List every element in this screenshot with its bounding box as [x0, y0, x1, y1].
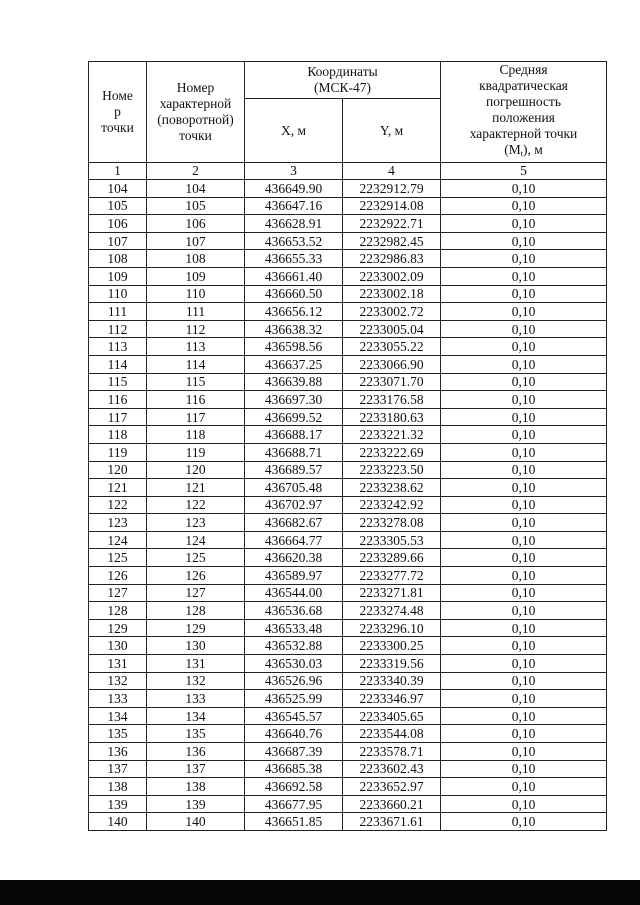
table-row — [89, 602, 607, 620]
error-cell: 0,10 — [441, 443, 607, 461]
table-row — [89, 197, 607, 215]
point-number-cell: 111 — [89, 303, 147, 321]
point-number-cell: 136 — [89, 743, 147, 761]
char-point-number-cell: 111 — [147, 303, 245, 321]
x-coordinate-cell: 436533.48 — [245, 619, 343, 637]
x-coordinate-cell: 436682.67 — [245, 514, 343, 532]
y-coordinate-cell: 2233274.48 — [343, 602, 441, 620]
table-row — [89, 215, 607, 233]
table-row — [89, 180, 607, 198]
y-coordinate-cell: 2233296.10 — [343, 619, 441, 637]
point-number-cell: 137 — [89, 760, 147, 778]
y-coordinate-cell: 2233002.72 — [343, 303, 441, 321]
char-point-number-cell: 112 — [147, 320, 245, 338]
x-coordinate-cell: 436656.12 — [245, 303, 343, 321]
char-point-number-cell: 131 — [147, 655, 245, 673]
x-coordinate-cell: 436687.39 — [245, 743, 343, 761]
char-point-number-cell: 127 — [147, 584, 245, 602]
table-row — [89, 443, 607, 461]
error-cell: 0,10 — [441, 655, 607, 673]
error-cell: 0,10 — [441, 725, 607, 743]
x-coordinate-cell: 436664.77 — [245, 531, 343, 549]
table-row — [89, 250, 607, 268]
x-coordinate-cell: 436620.38 — [245, 549, 343, 567]
table-row — [89, 479, 607, 497]
error-cell: 0,10 — [441, 813, 607, 831]
table-row — [89, 760, 607, 778]
error-cell: 0,10 — [441, 760, 607, 778]
char-point-number-cell: 135 — [147, 725, 245, 743]
error-cell: 0,10 — [441, 690, 607, 708]
column-number: 3 — [245, 163, 343, 180]
table-row — [89, 355, 607, 373]
point-number-cell: 109 — [89, 267, 147, 285]
char-point-number-cell: 117 — [147, 408, 245, 426]
point-number-cell: 123 — [89, 514, 147, 532]
column-numbers-row — [89, 163, 607, 180]
error-cell: 0,10 — [441, 197, 607, 215]
error-cell: 0,10 — [441, 355, 607, 373]
point-number-cell: 128 — [89, 602, 147, 620]
table-row — [89, 531, 607, 549]
point-number-cell: 120 — [89, 461, 147, 479]
point-number-cell: 130 — [89, 637, 147, 655]
x-coordinate-cell: 436689.57 — [245, 461, 343, 479]
error-cell: 0,10 — [441, 461, 607, 479]
error-cell: 0,10 — [441, 373, 607, 391]
table-row — [89, 461, 607, 479]
point-number-cell: 131 — [89, 655, 147, 673]
char-point-number-cell: 126 — [147, 567, 245, 585]
char-point-number-cell: 132 — [147, 672, 245, 690]
char-point-number-cell: 130 — [147, 637, 245, 655]
char-point-number-cell: 108 — [147, 250, 245, 268]
x-coordinate-cell: 436525.99 — [245, 690, 343, 708]
char-point-number-cell: 125 — [147, 549, 245, 567]
x-coordinate-cell: 436692.58 — [245, 778, 343, 796]
char-point-number-cell: 138 — [147, 778, 245, 796]
point-number-cell: 108 — [89, 250, 147, 268]
char-point-number-cell: 106 — [147, 215, 245, 233]
y-coordinate-cell: 2233340.39 — [343, 672, 441, 690]
header-characteristic-point: Номер характерной (поворотной) точки — [147, 62, 245, 163]
error-cell: 0,10 — [441, 391, 607, 409]
error-cell: 0,10 — [441, 549, 607, 567]
coordinates-table — [88, 61, 607, 831]
y-coordinate-cell: 2233002.18 — [343, 285, 441, 303]
point-number-cell: 105 — [89, 197, 147, 215]
error-cell: 0,10 — [441, 743, 607, 761]
y-coordinate-cell: 2232986.83 — [343, 250, 441, 268]
y-coordinate-cell: 2233346.97 — [343, 690, 441, 708]
table-row — [89, 813, 607, 831]
table-row — [89, 690, 607, 708]
error-cell: 0,10 — [441, 232, 607, 250]
x-coordinate-cell: 436653.52 — [245, 232, 343, 250]
table-row — [89, 285, 607, 303]
table-row — [89, 778, 607, 796]
point-number-cell: 127 — [89, 584, 147, 602]
char-point-number-cell: 136 — [147, 743, 245, 761]
char-point-number-cell: 123 — [147, 514, 245, 532]
table-row — [89, 496, 607, 514]
char-point-number-cell: 140 — [147, 813, 245, 831]
char-point-number-cell: 109 — [147, 267, 245, 285]
point-number-cell: 133 — [89, 690, 147, 708]
error-cell: 0,10 — [441, 320, 607, 338]
char-point-number-cell: 116 — [147, 391, 245, 409]
error-cell: 0,10 — [441, 267, 607, 285]
char-point-number-cell: 128 — [147, 602, 245, 620]
error-cell: 0,10 — [441, 707, 607, 725]
x-coordinate-cell: 436685.38 — [245, 760, 343, 778]
table-row — [89, 373, 607, 391]
error-cell: 0,10 — [441, 637, 607, 655]
table-row — [89, 584, 607, 602]
y-coordinate-cell: 2233242.92 — [343, 496, 441, 514]
x-coordinate-cell: 436638.32 — [245, 320, 343, 338]
table-row — [89, 514, 607, 532]
column-number: 2 — [147, 163, 245, 180]
error-cell: 0,10 — [441, 778, 607, 796]
char-point-number-cell: 121 — [147, 479, 245, 497]
column-number: 1 — [89, 163, 147, 180]
x-coordinate-cell: 436639.88 — [245, 373, 343, 391]
y-coordinate-cell: 2233300.25 — [343, 637, 441, 655]
char-point-number-cell: 107 — [147, 232, 245, 250]
x-coordinate-cell: 436628.91 — [245, 215, 343, 233]
point-number-cell: 138 — [89, 778, 147, 796]
error-cell: 0,10 — [441, 795, 607, 813]
char-point-number-cell: 139 — [147, 795, 245, 813]
table-row — [89, 743, 607, 761]
y-coordinate-cell: 2233578.71 — [343, 743, 441, 761]
error-cell: 0,10 — [441, 250, 607, 268]
y-coordinate-cell: 2232982.45 — [343, 232, 441, 250]
x-coordinate-cell: 436688.17 — [245, 426, 343, 444]
y-coordinate-cell: 2233305.53 — [343, 531, 441, 549]
x-coordinate-cell: 436655.33 — [245, 250, 343, 268]
error-cell: 0,10 — [441, 672, 607, 690]
point-number-cell: 125 — [89, 549, 147, 567]
char-point-number-cell: 134 — [147, 707, 245, 725]
header-x: X, м — [245, 99, 343, 163]
point-number-cell: 126 — [89, 567, 147, 585]
y-coordinate-cell: 2233652.97 — [343, 778, 441, 796]
point-number-cell: 132 — [89, 672, 147, 690]
x-coordinate-cell: 436637.25 — [245, 355, 343, 373]
point-number-cell: 122 — [89, 496, 147, 514]
table-row — [89, 725, 607, 743]
table-body — [89, 180, 607, 831]
point-number-cell: 119 — [89, 443, 147, 461]
header-coordinates: Координаты (МСК-47) — [245, 62, 441, 99]
column-number: 4 — [343, 163, 441, 180]
x-coordinate-cell: 436705.48 — [245, 479, 343, 497]
x-coordinate-cell: 436661.40 — [245, 267, 343, 285]
y-coordinate-cell: 2233271.81 — [343, 584, 441, 602]
x-coordinate-cell: 436532.88 — [245, 637, 343, 655]
error-cell: 0,10 — [441, 584, 607, 602]
y-coordinate-cell: 2232914.08 — [343, 197, 441, 215]
y-coordinate-cell: 2233002.09 — [343, 267, 441, 285]
char-point-number-cell: 114 — [147, 355, 245, 373]
table-row — [89, 637, 607, 655]
point-number-cell: 112 — [89, 320, 147, 338]
y-coordinate-cell: 2233221.32 — [343, 426, 441, 444]
char-point-number-cell: 122 — [147, 496, 245, 514]
table-row — [89, 267, 607, 285]
x-coordinate-cell: 436526.96 — [245, 672, 343, 690]
point-number-cell: 134 — [89, 707, 147, 725]
error-cell: 0,10 — [441, 180, 607, 198]
x-coordinate-cell: 436544.00 — [245, 584, 343, 602]
char-point-number-cell: 137 — [147, 760, 245, 778]
error-cell: 0,10 — [441, 426, 607, 444]
char-point-number-cell: 115 — [147, 373, 245, 391]
table-row — [89, 232, 607, 250]
x-coordinate-cell: 436699.52 — [245, 408, 343, 426]
point-number-cell: 113 — [89, 338, 147, 356]
point-number-cell: 106 — [89, 215, 147, 233]
x-coordinate-cell: 436545.57 — [245, 707, 343, 725]
char-point-number-cell: 120 — [147, 461, 245, 479]
table-row — [89, 320, 607, 338]
scan-bottom-edge — [0, 880, 640, 905]
y-coordinate-cell: 2232922.71 — [343, 215, 441, 233]
table-row — [89, 549, 607, 567]
column-number: 5 — [441, 163, 607, 180]
y-coordinate-cell: 2233066.90 — [343, 355, 441, 373]
x-coordinate-cell: 436598.56 — [245, 338, 343, 356]
y-coordinate-cell: 2233222.69 — [343, 443, 441, 461]
point-number-cell: 140 — [89, 813, 147, 831]
table-row — [89, 408, 607, 426]
header-y: Y, м — [343, 99, 441, 163]
y-coordinate-cell: 2233055.22 — [343, 338, 441, 356]
y-coordinate-cell: 2233071.70 — [343, 373, 441, 391]
y-coordinate-cell: 2233544.08 — [343, 725, 441, 743]
point-number-cell: 121 — [89, 479, 147, 497]
error-cell: 0,10 — [441, 602, 607, 620]
table-row — [89, 795, 607, 813]
table-row — [89, 619, 607, 637]
y-coordinate-cell: 2233278.08 — [343, 514, 441, 532]
table-row — [89, 391, 607, 409]
header-mean-square-error: Средняя квадратическая погрешность положения характерной точки (Mt), м — [441, 62, 607, 163]
point-number-cell: 114 — [89, 355, 147, 373]
table-row — [89, 655, 607, 673]
y-coordinate-cell: 2233176.58 — [343, 391, 441, 409]
error-cell: 0,10 — [441, 479, 607, 497]
error-cell: 0,10 — [441, 408, 607, 426]
x-coordinate-cell: 436649.90 — [245, 180, 343, 198]
point-number-cell: 135 — [89, 725, 147, 743]
y-coordinate-cell: 2233223.50 — [343, 461, 441, 479]
x-coordinate-cell: 436589.97 — [245, 567, 343, 585]
error-cell: 0,10 — [441, 338, 607, 356]
point-number-cell: 117 — [89, 408, 147, 426]
x-coordinate-cell: 436651.85 — [245, 813, 343, 831]
x-coordinate-cell: 436702.97 — [245, 496, 343, 514]
y-coordinate-cell: 2233005.04 — [343, 320, 441, 338]
point-number-cell: 129 — [89, 619, 147, 637]
error-cell: 0,10 — [441, 619, 607, 637]
char-point-number-cell: 124 — [147, 531, 245, 549]
y-coordinate-cell: 2233319.56 — [343, 655, 441, 673]
point-number-cell: 118 — [89, 426, 147, 444]
table-row — [89, 707, 607, 725]
point-number-cell: 115 — [89, 373, 147, 391]
char-point-number-cell: 113 — [147, 338, 245, 356]
char-point-number-cell: 119 — [147, 443, 245, 461]
point-number-cell: 104 — [89, 180, 147, 198]
table-row — [89, 672, 607, 690]
x-coordinate-cell: 436677.95 — [245, 795, 343, 813]
char-point-number-cell: 105 — [147, 197, 245, 215]
point-number-cell: 107 — [89, 232, 147, 250]
point-number-cell: 124 — [89, 531, 147, 549]
y-coordinate-cell: 2233405.65 — [343, 707, 441, 725]
point-number-cell: 110 — [89, 285, 147, 303]
x-coordinate-cell: 436688.71 — [245, 443, 343, 461]
point-number-cell: 139 — [89, 795, 147, 813]
y-coordinate-cell: 2233289.66 — [343, 549, 441, 567]
header-point-number: Номе р точки — [89, 62, 147, 163]
y-coordinate-cell: 2233671.61 — [343, 813, 441, 831]
table-row — [89, 303, 607, 321]
point-number-cell: 116 — [89, 391, 147, 409]
table-row — [89, 567, 607, 585]
error-cell: 0,10 — [441, 514, 607, 532]
char-point-number-cell: 110 — [147, 285, 245, 303]
char-point-number-cell: 129 — [147, 619, 245, 637]
x-coordinate-cell: 436640.76 — [245, 725, 343, 743]
x-coordinate-cell: 436660.50 — [245, 285, 343, 303]
y-coordinate-cell: 2232912.79 — [343, 180, 441, 198]
error-cell: 0,10 — [441, 496, 607, 514]
x-coordinate-cell: 436697.30 — [245, 391, 343, 409]
x-coordinate-cell: 436647.16 — [245, 197, 343, 215]
y-coordinate-cell: 2233602.43 — [343, 760, 441, 778]
char-point-number-cell: 133 — [147, 690, 245, 708]
y-coordinate-cell: 2233180.63 — [343, 408, 441, 426]
error-cell: 0,10 — [441, 285, 607, 303]
y-coordinate-cell: 2233238.62 — [343, 479, 441, 497]
error-cell: 0,10 — [441, 215, 607, 233]
error-cell: 0,10 — [441, 531, 607, 549]
x-coordinate-cell: 436536.68 — [245, 602, 343, 620]
y-coordinate-cell: 2233660.21 — [343, 795, 441, 813]
error-cell: 0,10 — [441, 303, 607, 321]
char-point-number-cell: 118 — [147, 426, 245, 444]
error-cell: 0,10 — [441, 567, 607, 585]
table-row — [89, 426, 607, 444]
char-point-number-cell: 104 — [147, 180, 245, 198]
x-coordinate-cell: 436530.03 — [245, 655, 343, 673]
y-coordinate-cell: 2233277.72 — [343, 567, 441, 585]
table-row — [89, 338, 607, 356]
